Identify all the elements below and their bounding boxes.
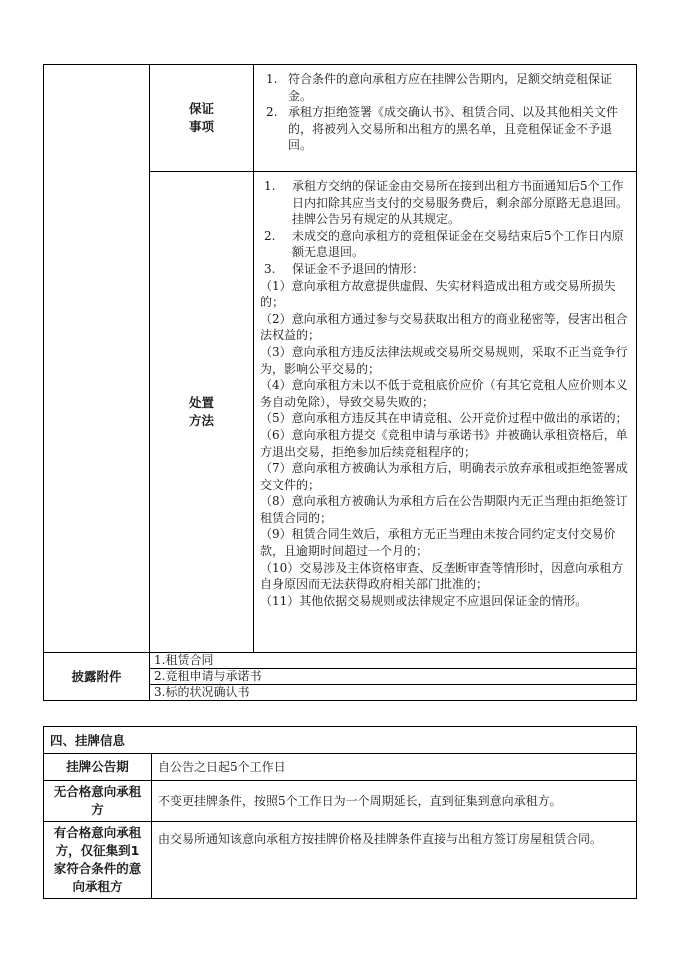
attachments-label: 披露附件 [44, 653, 150, 701]
handling-content [254, 172, 637, 653]
sub-list-item: （4）意向承租方未以不低于竞租底价应价（有其它竞租人应价则本义务自动免除），导致交易失败的； [260, 378, 628, 409]
sub-list-item: （7）意向承租方被确认为承租方后，明确表示放弃承租或拒绝签署成交文件的； [260, 461, 628, 492]
no-qualified-label: 无合格意向承租 方 [44, 781, 152, 822]
sub-list-item: （11）其他依据交易规则或法律规定不应退回保证金的情形。 [260, 593, 588, 608]
list-item: 1. 符合条件的意向承租方应在挂牌公告期内，足额交纳竞租保证金。 [266, 72, 613, 103]
no-qualified-value: 不变更挂牌条件，按照5个工作日为一个周期延长，直到征集到意向承租方。 [152, 781, 637, 822]
list-item: 3. 保证金不予退回的情形： [264, 261, 425, 276]
listing-table [43, 726, 637, 899]
one-qualified-label: 有合格意向承租 方，仅征集到1 家符合条件的意 向承租方 [44, 822, 152, 899]
sub-list-item: （6）意向承租方提交《竞租申请与承诺书》并被确认承租资格后，单方退出交易，拒绝参加后续竞租程序的； [260, 427, 628, 459]
sub-list-item: （9）租赁合同生效后，承租方无正当理由未按合同约定支付交易价款，且逾期时间超过一个月的； [260, 527, 616, 559]
attachment-item: 2.竞租申请与承诺书 [150, 669, 637, 685]
list-item: 2. 未成交的意向承租方的竞租保证金在交易结束后5个工作日内原额无息退回。 [264, 228, 624, 260]
sub-list-item: （3）意向承租方违反法律法规或交易所交易规则，采取不正当竞争行为，影响公平交易的； [260, 344, 628, 376]
section-label-cell-empty [44, 65, 150, 653]
one-qualified-value: 由交易所通知该意向承租方按挂牌价格及挂牌条件直接与出租方签订房屋租赁合同。 [152, 822, 637, 899]
sub-list-item: （1）意向承租方故意提供虚假、失实材料造成出租方或交易所损失的； [260, 278, 616, 310]
listing-period-label: 挂牌公告期 [44, 754, 152, 781]
list-item: 2. 承租方拒绝签署《成交确认书》、租赁合同、以及其他相关文件的，将被列入交易所和出租方的黑名单，且竞租保证金不予退回。 [266, 105, 619, 153]
sub-list-item: （8）意向承租方被确认为承租方后在公告期限内无正当理由拒绝签订租赁合同的； [260, 494, 628, 525]
list-item: 1. 承租方交纳的保证金由交易所在接到出租方书面通知后5个工作日内扣除其应当支付的交易服务费后，剩余部分原路无息退回。挂牌公告另有规定的从其规定。 [264, 179, 629, 227]
deposit-table [43, 64, 637, 701]
guarantee-content [254, 65, 637, 172]
listing-period-value: 自公告之日起5个工作日 [152, 754, 637, 781]
attachment-item: 3.标的状况确认书 [150, 685, 637, 701]
sub-list-item: （10）交易涉及主体资格审查、反垄断审查等情形时，因意向承租方自身原因而无法获得政府相关部门批准的； [260, 560, 624, 592]
sub-list-item: （2）意向承租方通过参与交易获取出租方的商业秘密等，侵害出租合法权益的； [260, 311, 628, 343]
handling-label: 处置 方法 [150, 172, 254, 653]
sub-list-item: （5）意向承租方违反其在申请竞租、公开竞价过程中做出的承诺的； [260, 411, 628, 426]
guarantee-label: 保证 事项 [150, 65, 254, 172]
attachment-item: 1.租赁合同 [150, 653, 637, 669]
section-header: 四、挂牌信息 [44, 727, 637, 754]
